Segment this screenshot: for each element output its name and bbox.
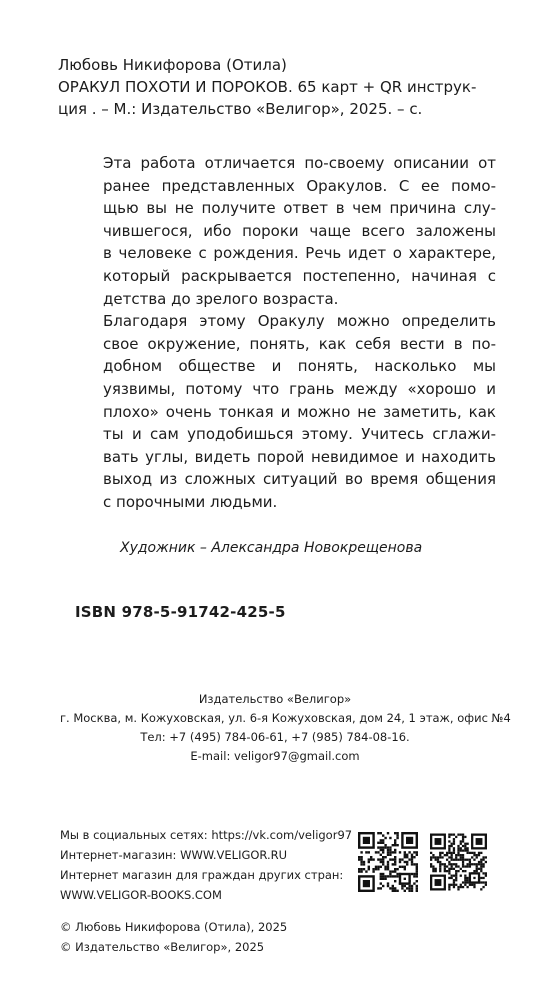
qr-code-icon	[430, 832, 487, 892]
imprint-line: ция . – М.: Издательство «Велигор», 2025. – с.	[58, 100, 423, 118]
publisher-name: Издательство «Велигор»	[198, 692, 352, 706]
isbn: ISBN 978-5-91742-425-5	[75, 603, 286, 621]
annotation-text	[103, 152, 496, 514]
annotation-line: с порочными людьми.	[103, 492, 278, 511]
annotation-line: ты и сам уподобишься этому. Учитесь сглажи-	[103, 425, 496, 444]
social-links	[60, 825, 352, 905]
copyright-block	[60, 917, 287, 957]
annotation-line: чившегося, ибо пороки чаще всего заложены	[103, 221, 496, 240]
foreign-shop-label: Интернет магазин для граждан других стран:	[60, 868, 344, 882]
annotation-line: плохо» очень тонкая и можно не заметить, как	[103, 402, 496, 421]
title-line: ОРАКУЛ ПОХОТИ И ПОРОКОВ. 65 карт + QR инструк-	[58, 78, 477, 96]
annotation-line: выход из сложных ситуаций во время общения	[103, 470, 496, 489]
publisher-info	[60, 690, 511, 766]
annotation-line: вать углы, видеть порой невидимое и находить	[103, 447, 496, 466]
annotation-line: детства до зрелого возраста.	[103, 289, 339, 308]
publisher-email: E-mail: veligor97@gmail.com	[190, 749, 360, 763]
annotation-line: Благодаря этому Оракулу можно определить	[103, 312, 496, 331]
copyright-publisher: © Издательство «Велигор», 2025	[60, 940, 265, 954]
qr-code-icon	[358, 832, 418, 892]
artist-credit: Художник – Александра Новокрещенова	[120, 540, 423, 556]
copyright-author: © Любовь Никифорова (Отила), 2025	[60, 920, 288, 934]
author-line: Любовь Никифорова (Отила)	[58, 56, 287, 74]
social-vk-line: Мы в социальных сетях: https://vk.com/veligor97	[60, 828, 353, 842]
annotation-line: добном обществе и понять, насколько мы	[103, 357, 496, 376]
annotation-line: который раскрывается постепенно, начиная с	[103, 266, 496, 285]
bibliographic-record	[58, 54, 504, 120]
annotation-line: в человеке с рождения. Речь идет о характере,	[103, 244, 496, 263]
publisher-phone: Тел: +7 (495) 784-06-61, +7 (985) 784-08-16.	[140, 730, 410, 744]
annotation-line: уязвимы, потому что грань между «хорошо и	[103, 379, 496, 398]
foreign-shop-url: WWW.VELIGOR-BOOKS.COM	[60, 888, 222, 902]
publisher-address: г. Москва, м. Кожуховская, ул. 6-я Кожуховская, дом 24, 1 этаж, офис №4	[60, 711, 511, 725]
online-shop-line: Интернет-магазин: WWW.VELIGOR.RU	[60, 848, 288, 862]
annotation-line: Эта работа отличается по-своему описании от	[103, 154, 496, 172]
annotation-line: свое окружение, понять, как себя вести в по-	[103, 334, 496, 353]
annotation-line: ранее представленных Оракулов. С ее помо-	[103, 176, 496, 195]
annotation-line: щью вы не получите ответ в чем причина слу-	[103, 199, 496, 218]
